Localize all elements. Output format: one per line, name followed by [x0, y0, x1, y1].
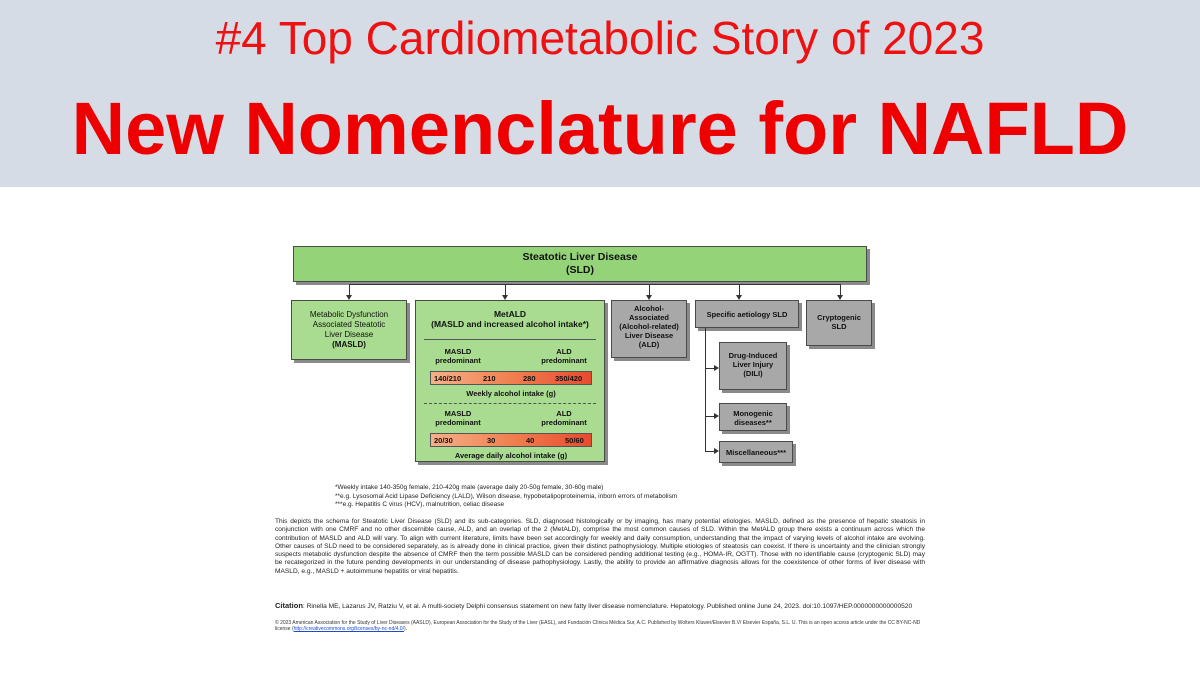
weekly-right-label-2: predominant — [541, 356, 587, 365]
metald-title: MetALD — [493, 309, 527, 319]
slide-subtitle: #4 Top Cardiometabolic Story of 2023 — [215, 12, 985, 64]
header-banner — [0, 0, 1200, 187]
slide-title: New Nomenclature for NAFLD — [71, 87, 1129, 170]
license-link[interactable]: http://creativecommons.org/licenses/by-nc-nd/4.0/ — [293, 626, 404, 633]
weekly-value: 350/420 — [555, 374, 583, 383]
dili-box — [719, 342, 787, 390]
footnote: ***e.g. Hepatitis C virus (HCV), malnutrition, celiac disease — [335, 501, 505, 508]
daily-value: 50/60 — [565, 436, 584, 445]
metald-divider-dashed — [424, 403, 596, 404]
weekly-right-label — [534, 347, 594, 365]
weekly-intake-bar — [430, 371, 592, 385]
weekly-value: 210 — [483, 374, 496, 383]
sld-root-abbrev: (SLD) — [566, 264, 594, 276]
masld-line2: Associated Steatotic — [312, 320, 386, 329]
metald-box — [415, 300, 605, 462]
specific-connector-v — [705, 328, 706, 452]
cryptogenic-line2: SLD — [831, 322, 847, 331]
daily-left-label — [428, 409, 488, 427]
dili-line3: (DILI) — [743, 369, 763, 378]
ald-line1: Alcohol- — [634, 304, 664, 313]
cryptogenic-line1: Cryptogenic — [817, 313, 861, 322]
daily-intake-bar — [430, 433, 592, 447]
sld-figure — [265, 236, 935, 646]
masld-box — [291, 300, 407, 360]
ald-line3: (Alcohol-related) — [619, 322, 679, 331]
specific-aetiology-label: Specific aetiology SLD — [706, 310, 788, 319]
masld-line3: Liver Disease — [324, 330, 374, 339]
citation-text: : Rinella ME, Lazarus JV, Ratziu V, et al. A multi-society Delphi consensus statement on new fatty liver disease nomenclature. Hepatology. Published online June 24, 2023. doi:10.1097/HEP.0000000000000520 — [302, 603, 913, 610]
weekly-value: 140/210 — [434, 374, 462, 383]
weekly-left-label-2: predominant — [435, 356, 481, 365]
weekly-left-label — [428, 347, 488, 365]
footnote: *Weekly intake 140-350g female, 210-420g male (average daily 20-50g female, 30-60g male) — [335, 484, 604, 491]
weekly-value: 280 — [523, 374, 536, 383]
daily-left-label-1: MASLD — [444, 409, 472, 418]
ald-line5: (ALD) — [638, 340, 660, 349]
masld-abbrev: (MASLD) — [332, 340, 366, 349]
figure-description: This depicts the schema for Steatotic Liver Disease (SLD) and its sub-categories. SLD, diagnosed histologically or by imaging, has many potential etiologies. MASLD, defined as the presence of hepatic steatosis in conjunction with one CMRF and no other discernible cause, ALD, and an overlap of the 2 (MetALD), comprise the most common causes of SLD. Within the MetALD group there exists a continuum across which the contribution of MASLD and ALD will vary. To align with current literature, limits have been set accordingly for weekly and daily consumption, understanding that the impact of varying levels of alcohol intake are evolving. Other causes of SLD need to be considered separately, as is already done in clinical practice, given their distinct pathophysiology. Multiple etiologies of steatosis can coexist. If there is uncertainty and the clinician strongly suspects metabolic dysfunction despite the absence of CMRF then the term possible MASLD can be considered pending additional testing (e.g., HOMA-IR, OGTT). Those with no identifiable cause (cryptogenic SLD) may be recategorized in the future pending developments in our understanding of disease pathophysiology. Lastly, the ability to provide an affirmative diagnosis allows for the coexistence of other forms of liver disease with MASLD, e.g., MASLD + autoimmune hepatitis or viral hepatitis. — [275, 518, 925, 575]
footnotes — [335, 484, 855, 510]
weekly-right-label-1: ALD — [556, 347, 572, 356]
citation-label: Citation — [275, 601, 303, 610]
weekly-caption: Weekly alcohol intake (g) — [466, 389, 556, 398]
sld-root-box — [293, 246, 867, 282]
dili-line2: Liver Injury — [732, 360, 774, 369]
daily-value: 20/30 — [434, 436, 453, 445]
dili-line1: Drug-Induced — [728, 351, 778, 360]
copyright-end: ). — [403, 626, 408, 633]
copyright-text: © 2023 American Association for the Study of Liver Diseases (AASLD), European Association for the Study of the Liver (EASL), and Fundación Clínica Médica Sur, A.C. Published by Wolters Kluwer/Elsevier B.V/ Elsevier España, S.L. U. This is an open access article under the CC BY-NC-ND license ( — [275, 620, 921, 633]
miscellaneous-label: Miscellaneous*** — [725, 448, 787, 457]
weekly-left-label-1: MASLD — [444, 347, 472, 356]
ald-line2: Associated — [628, 313, 670, 322]
citation — [275, 602, 925, 611]
daily-value: 40 — [526, 436, 535, 445]
ald-box — [611, 300, 687, 358]
daily-left-label-2: predominant — [435, 418, 481, 427]
daily-right-label — [534, 409, 594, 427]
sld-root-label: Steatotic Liver Disease — [522, 251, 638, 263]
specific-aetiology-box — [695, 300, 799, 328]
ald-line4: Liver Disease — [624, 331, 674, 340]
connector-h — [349, 284, 840, 285]
copyright-notice — [275, 620, 925, 632]
monogenic-box — [719, 403, 787, 431]
daily-caption: Average daily alcohol intake (g) — [454, 451, 568, 460]
metald-subtitle: (MASLD and increased alcohol intake*) — [431, 319, 589, 329]
monogenic-line2: diseases** — [734, 418, 772, 427]
daily-right-label-1: ALD — [556, 409, 572, 418]
monogenic-line1: Monogenic — [733, 409, 773, 418]
cryptogenic-box — [806, 300, 872, 346]
daily-right-label-2: predominant — [541, 418, 587, 427]
masld-line1: Metabolic Dysfunction — [309, 310, 389, 319]
metald-divider-top — [424, 339, 596, 340]
daily-value: 30 — [487, 436, 496, 445]
footnote: **e.g. Lysosomal Acid Lipase Deficiency (LALD), Wilson disease, hypobetalipoproteinemia, inborn errors of metabolism — [335, 492, 678, 500]
miscellaneous-box — [719, 441, 793, 463]
